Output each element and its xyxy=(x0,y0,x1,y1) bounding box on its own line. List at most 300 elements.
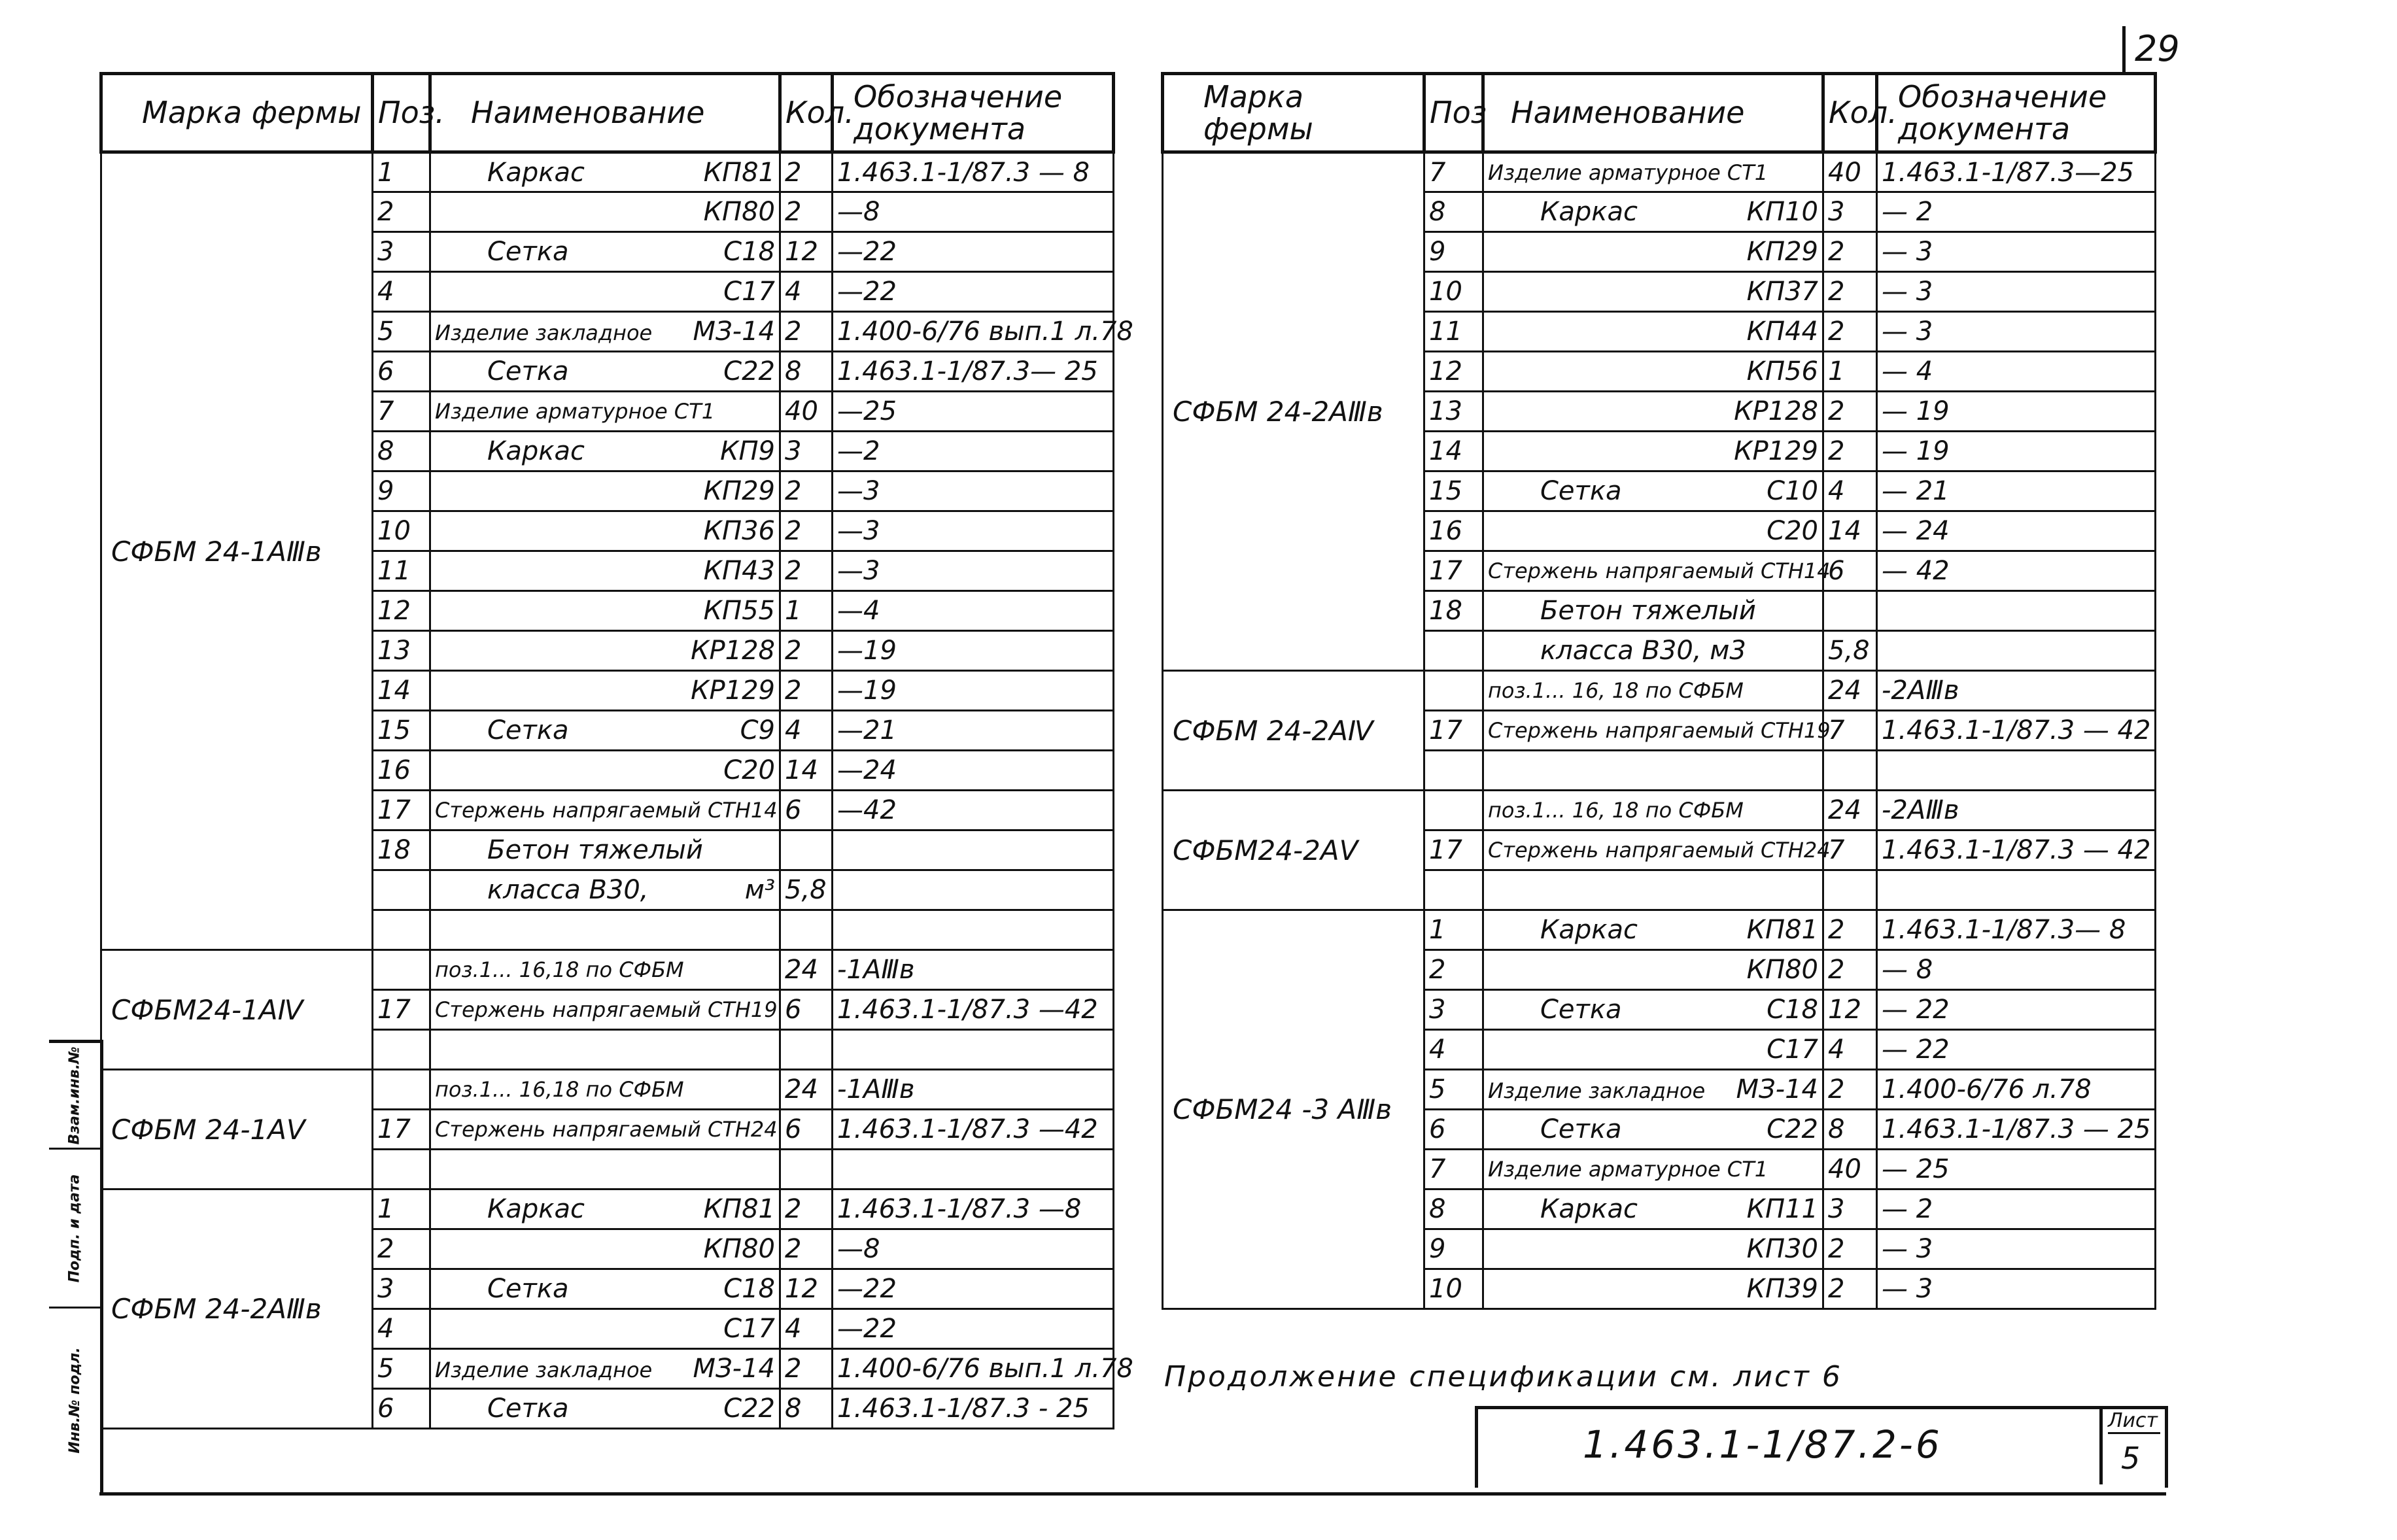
item-code: С10 xyxy=(1767,476,1818,506)
item-name: Бетон тяжелый xyxy=(487,835,703,865)
table-row xyxy=(101,950,1114,990)
item-code: м³ xyxy=(744,875,775,905)
doc-cell: — 22 xyxy=(1877,990,2156,1030)
name-cell xyxy=(1483,312,1823,352)
continuation-note: Продолжение спецификации см. лист 6 xyxy=(1164,1360,1842,1394)
item-code: С17 xyxy=(723,1314,775,1344)
item-name: Сетка xyxy=(1540,1114,1622,1144)
qty-cell: 1 xyxy=(1823,352,1877,392)
item-name: поз.1... 16, 18 по СФБМ xyxy=(1488,678,1744,703)
name-cell xyxy=(430,1189,780,1229)
item-name: Сетка xyxy=(487,1274,569,1304)
pos-cell: 6 xyxy=(373,352,430,392)
name-cell xyxy=(430,1309,780,1349)
item-code: КП43 xyxy=(703,556,775,586)
qty-cell: 24 xyxy=(780,1070,833,1110)
qty-cell: 4 xyxy=(1823,471,1877,511)
pos-cell xyxy=(373,910,430,950)
pos-cell: 10 xyxy=(373,511,430,551)
item-code: С18 xyxy=(723,237,775,267)
name-cell xyxy=(430,511,780,551)
pos-cell: 15 xyxy=(373,711,430,751)
bottom-frame-line xyxy=(99,1492,2166,1496)
doc-cell: — 3 xyxy=(1877,1229,2156,1269)
doc-cell: —22 xyxy=(833,1269,1114,1309)
item-name: Стержень напрягаемый СТН24 xyxy=(435,1117,778,1142)
pos-cell: 16 xyxy=(373,751,430,791)
item-name: Каркас xyxy=(1540,197,1638,227)
name-cell xyxy=(430,990,780,1030)
name-cell xyxy=(430,1110,780,1150)
pos-cell: 7 xyxy=(1424,1150,1483,1189)
qty-cell: 24 xyxy=(1823,791,1877,830)
item-code: КП56 xyxy=(1746,356,1818,386)
item-name: Сетка xyxy=(1540,995,1622,1025)
qty-cell: 24 xyxy=(780,950,833,990)
name-cell xyxy=(1483,232,1823,272)
name-cell xyxy=(1483,671,1823,711)
header-doc: Обозначение документа xyxy=(1877,74,2156,152)
sidebar-cell-replacement xyxy=(49,1043,100,1150)
qty-cell xyxy=(780,1150,833,1189)
doc-cell: —22 xyxy=(833,232,1114,272)
item-name: Стержень напрягаемый СТН19 xyxy=(435,997,778,1022)
doc-cell: 1.463.1-1/87.3 — 42 xyxy=(1877,830,2156,870)
qty-cell: 4 xyxy=(780,1309,833,1349)
item-code: С17 xyxy=(723,277,775,307)
item-code: КП10 xyxy=(1746,197,1818,227)
item-code: КП81 xyxy=(703,157,775,188)
name-cell xyxy=(430,1269,780,1309)
name-cell xyxy=(1483,152,1823,192)
doc-cell: —3 xyxy=(833,511,1114,551)
table-row xyxy=(101,1070,1114,1110)
name-cell xyxy=(430,272,780,312)
name-cell xyxy=(430,551,780,591)
item-name: класса В30, xyxy=(487,875,649,905)
doc-cell: 1.463.1-1/87.3 - 25 xyxy=(833,1389,1114,1429)
name-cell xyxy=(430,830,780,870)
item-code: КР128 xyxy=(691,636,775,666)
item-code: МЗ-14 xyxy=(1736,1074,1818,1104)
document-code: 1.463.1-1/87.2-6 xyxy=(1583,1422,1942,1467)
qty-cell: 1 xyxy=(780,591,833,631)
name-cell xyxy=(1483,1150,1823,1189)
qty-cell: 6 xyxy=(780,990,833,1030)
doc-cell: 1.463.1-1/87.3 —42 xyxy=(833,1110,1114,1150)
table-row xyxy=(101,152,1114,192)
name-cell xyxy=(430,671,780,711)
header-qty: Кол. xyxy=(780,74,833,152)
item-name: Стержень напрягаемый СТН14 xyxy=(435,798,778,823)
item-name: Бетон тяжелый xyxy=(1540,596,1756,626)
pos-cell: 14 xyxy=(373,671,430,711)
pos-cell: 10 xyxy=(1424,272,1483,312)
doc-cell: —42 xyxy=(833,791,1114,830)
name-cell xyxy=(1483,990,1823,1030)
qty-cell: 2 xyxy=(780,671,833,711)
sidebar-label: Взам.инв.№ xyxy=(66,1046,83,1145)
name-cell xyxy=(1483,1110,1823,1150)
doc-cell: 1.400-6/76 л.78 xyxy=(1877,1070,2156,1110)
doc-cell: 1.463.1-1/87.3— 25 xyxy=(833,352,1114,392)
qty-cell: 3 xyxy=(1823,192,1877,232)
pos-cell xyxy=(1424,671,1483,711)
doc-cell: —22 xyxy=(833,272,1114,312)
item-name: поз.1... 16,18 по СФБМ xyxy=(435,1077,684,1102)
item-code: КП36 xyxy=(703,516,775,546)
name-cell xyxy=(430,631,780,671)
item-code: КП80 xyxy=(703,197,775,227)
item-name: Сетка xyxy=(1540,476,1622,506)
qty-cell: 2 xyxy=(780,1189,833,1229)
item-code: КП80 xyxy=(703,1234,775,1264)
pos-cell: 18 xyxy=(1424,591,1483,631)
item-code: МЗ-14 xyxy=(693,317,775,347)
doc-cell: — 2 xyxy=(1877,1189,2156,1229)
table-row xyxy=(1163,910,2156,950)
pos-cell xyxy=(1424,751,1483,791)
pos-cell xyxy=(373,1030,430,1070)
table-row xyxy=(1163,671,2156,711)
qty-cell: 5,8 xyxy=(780,870,833,910)
doc-cell xyxy=(833,910,1114,950)
doc-cell: —3 xyxy=(833,471,1114,511)
name-cell xyxy=(430,791,780,830)
item-name: Каркас xyxy=(487,1194,585,1224)
truss-mark: СФБМ24 -3 АⅢв xyxy=(1163,910,1424,1309)
name-cell xyxy=(1483,511,1823,551)
pos-cell: 6 xyxy=(1424,1110,1483,1150)
pos-cell: 13 xyxy=(1424,392,1483,432)
qty-cell: 3 xyxy=(1823,1189,1877,1229)
sidebar-cell-signature xyxy=(49,1150,100,1309)
pos-cell: 2 xyxy=(373,192,430,232)
pos-cell: 3 xyxy=(373,232,430,272)
name-cell xyxy=(430,591,780,631)
pos-cell: 17 xyxy=(1424,551,1483,591)
doc-cell xyxy=(833,870,1114,910)
doc-cell: —21 xyxy=(833,711,1114,751)
pos-cell: 4 xyxy=(373,272,430,312)
doc-cell: —19 xyxy=(833,671,1114,711)
item-name: Изделие арматурное СТ1 xyxy=(435,399,716,424)
doc-cell: 1.463.1-1/87.3— 8 xyxy=(1877,910,2156,950)
pos-cell: 8 xyxy=(373,432,430,471)
pos-cell: 5 xyxy=(1424,1070,1483,1110)
qty-cell xyxy=(1823,751,1877,791)
qty-cell: 2 xyxy=(780,631,833,671)
header-doc: Обозначение документа xyxy=(833,74,1114,152)
item-code: КП29 xyxy=(703,476,775,506)
pos-cell: 9 xyxy=(1424,232,1483,272)
pos-cell xyxy=(373,1070,430,1110)
doc-cell: -2АⅢв xyxy=(1877,791,2156,830)
item-name: Изделие арматурное СТ1 xyxy=(1488,1157,1768,1182)
pos-cell: 8 xyxy=(1424,192,1483,232)
truss-mark: СФБМ 24-1АⅢв xyxy=(101,152,373,950)
pos-cell xyxy=(373,950,430,990)
qty-cell: 4 xyxy=(1823,1030,1877,1070)
doc-cell: —2 xyxy=(833,432,1114,471)
pos-cell: 16 xyxy=(1424,511,1483,551)
qty-cell: 7 xyxy=(1823,711,1877,751)
name-cell xyxy=(1483,711,1831,751)
sheet-value: 5 xyxy=(2121,1441,2141,1476)
doc-cell: — 4 xyxy=(1877,352,2156,392)
doc-cell xyxy=(1877,631,2156,671)
name-cell xyxy=(430,1030,780,1070)
item-name: Сетка xyxy=(487,1394,569,1424)
table-row xyxy=(101,1189,1114,1229)
item-name: поз.1... 16, 18 по СФБМ xyxy=(1488,798,1744,823)
truss-mark: СФБМ24-2АⅤ xyxy=(1163,791,1424,910)
pos-cell xyxy=(1424,631,1483,671)
item-code: КП44 xyxy=(1746,317,1818,347)
name-cell xyxy=(430,1150,780,1189)
pos-cell: 12 xyxy=(373,591,430,631)
name-cell xyxy=(1483,751,1823,791)
pos-cell: 17 xyxy=(373,990,430,1030)
name-cell xyxy=(1483,910,1823,950)
pos-cell: 5 xyxy=(373,312,430,352)
item-code: КП11 xyxy=(1746,1194,1818,1224)
item-name: Изделие закладное xyxy=(1488,1078,1706,1103)
qty-cell: 8 xyxy=(1823,1110,1877,1150)
pos-cell: 17 xyxy=(1424,711,1483,751)
truss-mark: СФБМ24-1АⅣ xyxy=(101,950,373,1070)
qty-cell xyxy=(780,830,833,870)
item-name: Сетка xyxy=(487,237,569,267)
pos-cell: 17 xyxy=(373,791,430,830)
qty-cell: 2 xyxy=(1823,1269,1877,1309)
qty-cell: 2 xyxy=(780,511,833,551)
doc-cell: —24 xyxy=(833,751,1114,791)
qty-cell: 2 xyxy=(1823,950,1877,990)
item-code: С20 xyxy=(723,755,775,785)
name-cell xyxy=(430,192,780,232)
name-cell xyxy=(430,352,780,392)
name-cell xyxy=(430,1229,780,1269)
doc-cell: 1.463.1-1/87.3 — 42 xyxy=(1877,711,2156,751)
qty-cell: 8 xyxy=(780,352,833,392)
doc-cell: — 22 xyxy=(1877,1030,2156,1070)
header-mark: Марка фермы xyxy=(101,74,373,152)
truss-mark: СФБМ 24-2АⅢв xyxy=(101,1189,373,1429)
pos-cell: 8 xyxy=(1424,1189,1483,1229)
doc-cell: 1.463.1-1/87.3—25 xyxy=(1877,152,2156,192)
qty-cell: 2 xyxy=(1823,1070,1877,1110)
doc-cell: -1АⅢв xyxy=(833,1070,1114,1110)
item-code: КП81 xyxy=(1746,915,1818,945)
item-code: С22 xyxy=(723,356,775,386)
doc-cell: — 2 xyxy=(1877,192,2156,232)
doc-cell xyxy=(833,830,1114,870)
pos-cell: 3 xyxy=(373,1269,430,1309)
pos-cell: 13 xyxy=(373,631,430,671)
qty-cell: 40 xyxy=(1823,152,1877,192)
name-cell xyxy=(430,432,780,471)
item-name: Изделие закладное xyxy=(435,320,653,345)
pos-cell: 2 xyxy=(373,1229,430,1269)
doc-cell xyxy=(833,1030,1114,1070)
sheet-box xyxy=(2099,1409,2165,1484)
name-cell xyxy=(430,1349,780,1389)
item-code: КП39 xyxy=(1746,1274,1818,1304)
doc-cell: —4 xyxy=(833,591,1114,631)
pos-cell xyxy=(373,870,430,910)
qty-cell: 2 xyxy=(780,312,833,352)
item-code: С17 xyxy=(1767,1035,1818,1065)
item-code: КР128 xyxy=(1734,396,1818,426)
pos-cell xyxy=(1424,870,1483,910)
qty-cell: 12 xyxy=(780,232,833,272)
spec-table-right xyxy=(1161,72,2157,1310)
doc-cell: — 3 xyxy=(1877,272,2156,312)
table-row xyxy=(1163,791,2156,830)
item-code: С22 xyxy=(1767,1114,1818,1144)
item-code: КП29 xyxy=(1746,237,1818,267)
qty-cell: 24 xyxy=(1823,671,1877,711)
pos-cell: 3 xyxy=(1424,990,1483,1030)
name-cell xyxy=(430,711,780,751)
item-name: Стержень напрягаемый СТН14 xyxy=(1488,558,1831,583)
doc-cell: —8 xyxy=(833,1229,1114,1269)
doc-cell: — 24 xyxy=(1877,511,2156,551)
sheet-number: 29 xyxy=(2122,26,2207,72)
sidebar-label: Инв.№ подл. xyxy=(66,1346,83,1454)
doc-cell: 1.463.1-1/87.3 —42 xyxy=(833,990,1114,1030)
name-cell xyxy=(1483,870,1823,910)
qty-cell: 6 xyxy=(1823,551,1877,591)
doc-cell: 1.400-6/76 вып.1 л.78 xyxy=(833,312,1114,352)
qty-cell: 5,8 xyxy=(1823,631,1877,671)
truss-mark: СФБМ 24-1АⅤ xyxy=(101,1070,373,1189)
table-row xyxy=(1163,152,2156,192)
doc-cell xyxy=(1877,591,2156,631)
doc-cell: 1.463.1-1/87.3 —8 xyxy=(833,1189,1114,1229)
spec-table-left xyxy=(99,72,1133,1429)
pos-cell: 9 xyxy=(373,471,430,511)
qty-cell: 40 xyxy=(780,392,833,432)
item-name: Изделие арматурное СТ1 xyxy=(1488,160,1768,185)
qty-cell: 4 xyxy=(780,711,833,751)
item-name: Каркас xyxy=(1540,915,1638,945)
name-cell xyxy=(430,392,780,432)
name-cell xyxy=(1483,950,1823,990)
qty-cell: 14 xyxy=(1823,511,1877,551)
item-code: КР129 xyxy=(1734,436,1818,466)
name-cell xyxy=(430,1070,780,1110)
pos-cell: 1 xyxy=(373,152,430,192)
doc-cell: 1.400-6/76 вып.1 л.78 xyxy=(833,1349,1114,1389)
header-name: Наименование xyxy=(1483,74,1823,152)
qty-cell xyxy=(780,910,833,950)
item-code: С9 xyxy=(740,715,775,745)
item-code: КП81 xyxy=(703,1194,775,1224)
qty-cell: 2 xyxy=(1823,272,1877,312)
qty-cell: 7 xyxy=(1823,830,1877,870)
item-code: С22 xyxy=(723,1394,775,1424)
qty-cell: 8 xyxy=(780,1389,833,1429)
name-cell xyxy=(430,232,780,272)
name-cell xyxy=(430,751,780,791)
pos-cell: 1 xyxy=(1424,910,1483,950)
item-name: Каркас xyxy=(487,436,585,466)
name-cell xyxy=(1483,631,1823,671)
item-code: КП30 xyxy=(1746,1234,1818,1264)
pos-cell: 2 xyxy=(1424,950,1483,990)
truss-mark: СФБМ 24-2АⅢв xyxy=(1163,152,1424,671)
name-cell xyxy=(1483,471,1823,511)
doc-cell: — 21 xyxy=(1877,471,2156,511)
item-name: поз.1... 16,18 по СФБМ xyxy=(435,957,684,982)
doc-cell xyxy=(833,1150,1114,1189)
item-code: КП9 xyxy=(720,436,775,466)
qty-cell: 3 xyxy=(780,432,833,471)
name-cell xyxy=(1483,1229,1823,1269)
qty-cell: 2 xyxy=(780,192,833,232)
item-code: С20 xyxy=(1767,516,1818,546)
qty-cell: 2 xyxy=(780,471,833,511)
qty-cell: 2 xyxy=(780,152,833,192)
qty-cell xyxy=(780,1030,833,1070)
qty-cell: 2 xyxy=(780,1349,833,1389)
header-pos: Поз xyxy=(1424,74,1483,152)
pos-cell: 15 xyxy=(1424,471,1483,511)
name-cell xyxy=(1483,352,1823,392)
pos-cell: 10 xyxy=(1424,1269,1483,1309)
item-code: КП37 xyxy=(1746,277,1818,307)
qty-cell: 2 xyxy=(1823,232,1877,272)
pos-cell: 17 xyxy=(373,1110,430,1150)
item-code: МЗ-14 xyxy=(693,1354,775,1384)
name-cell xyxy=(1483,1030,1823,1070)
sidebar-cell-inventory xyxy=(49,1309,100,1492)
doc-cell: — 3 xyxy=(1877,312,2156,352)
header-qty: Кол. xyxy=(1823,74,1877,152)
doc-cell: — 25 xyxy=(1877,1150,2156,1189)
qty-cell: 12 xyxy=(780,1269,833,1309)
qty-cell: 4 xyxy=(780,272,833,312)
pos-cell: 9 xyxy=(1424,1229,1483,1269)
pos-cell: 17 xyxy=(1424,830,1483,870)
pos-cell: 18 xyxy=(373,830,430,870)
name-cell xyxy=(1483,1269,1823,1309)
pos-cell: 4 xyxy=(1424,1030,1483,1070)
name-cell xyxy=(430,1389,780,1429)
doc-cell: -1АⅢв xyxy=(833,950,1114,990)
qty-cell: 2 xyxy=(1823,1229,1877,1269)
pos-cell: 7 xyxy=(373,392,430,432)
name-cell xyxy=(1483,192,1823,232)
doc-cell: — 8 xyxy=(1877,950,2156,990)
pos-cell: 4 xyxy=(373,1309,430,1349)
pos-cell: 1 xyxy=(373,1189,430,1229)
qty-cell: 2 xyxy=(1823,392,1877,432)
pos-cell: 11 xyxy=(373,551,430,591)
name-cell xyxy=(430,471,780,511)
qty-cell: 2 xyxy=(780,1229,833,1269)
name-cell xyxy=(430,950,780,990)
qty-cell: 2 xyxy=(1823,432,1877,471)
doc-cell: 1.463.1-1/87.3 — 8 xyxy=(833,152,1114,192)
approval-sidebar xyxy=(49,1040,103,1494)
qty-cell xyxy=(1823,870,1877,910)
item-name: Каркас xyxy=(1540,1194,1638,1224)
pos-cell: 6 xyxy=(373,1389,430,1429)
item-name: Сетка xyxy=(487,356,569,386)
